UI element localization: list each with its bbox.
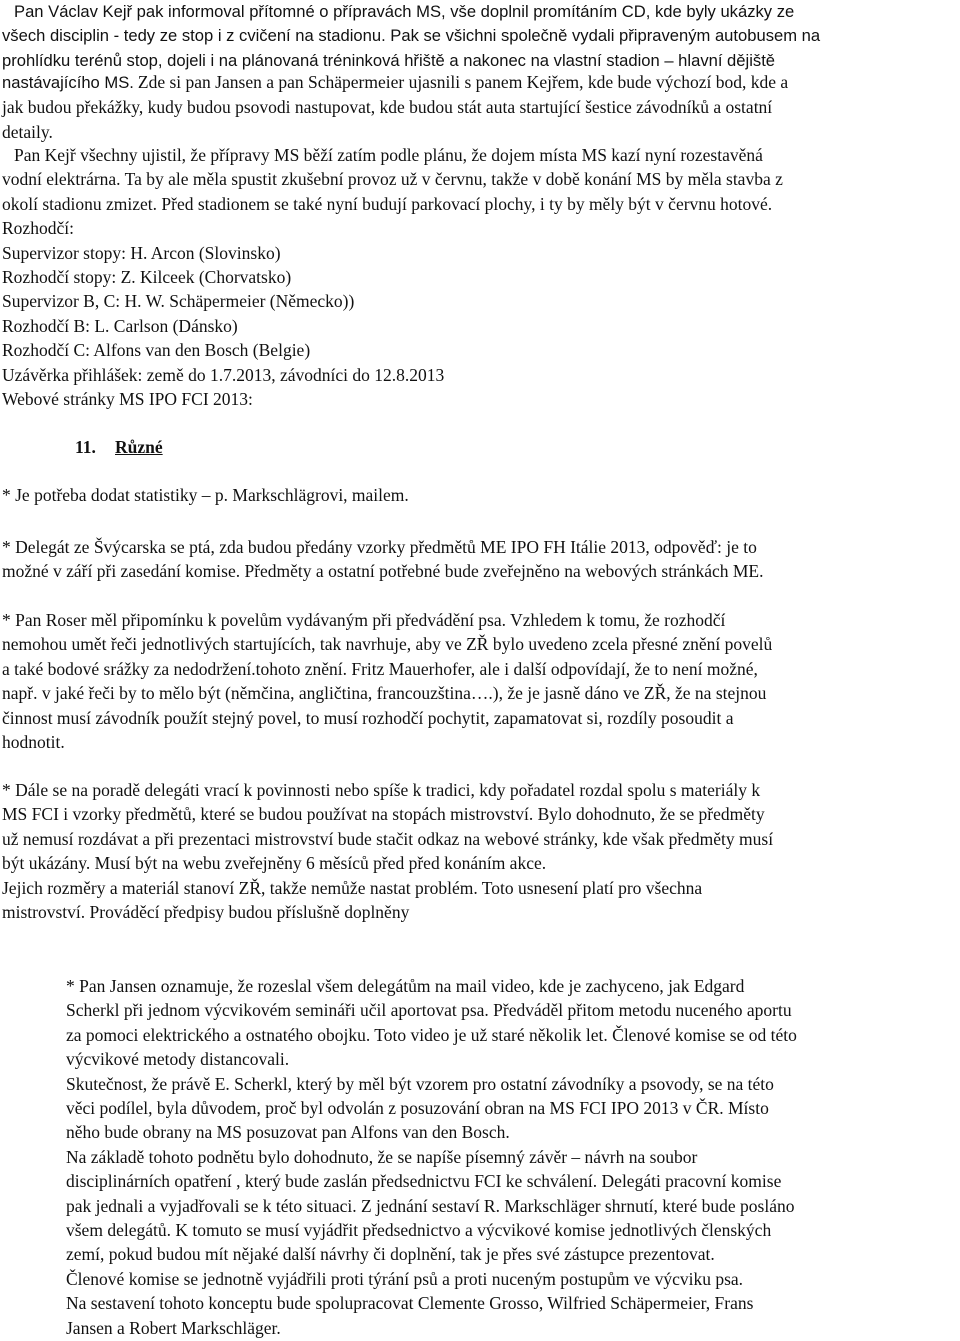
text-line: Supervizor stopy: H. Arcon (Slovinsko): [2, 242, 281, 263]
text-line: Rozhodčí B: L. Carlson (Dánsko): [2, 315, 238, 336]
text-line: Členové komise se jednotně vyjádřili proti týrání psů a proti nuceným postupům ve výcviku psa.: [66, 1268, 744, 1289]
text-line: Skutečnost, že právě E. Scherkl, který by měl být vzorem pro ostatní závodníky a psovody, se na této: [66, 1073, 774, 1094]
text-line: Scherkl při jednom výcvikovém semináři učil aportovat psa. Předváděl přitom metodu nuceného aportu: [66, 1000, 792, 1021]
text-line: činnost musí závodník použít stejný povel, to musí rozhodčí pochytit, zapamatovat si, rozdíly posoudit a: [2, 707, 734, 728]
text-line: okolí stadionu zmizet. Před stadionem se také nyní budují parkovací plochy, i ty by měly být v červnu hotové.: [2, 193, 773, 214]
text-line: věci podílel, byla důvodem, proč byl odvolán z posuzování obran na MS FCI IPO 2013 v ČR. Místo: [66, 1098, 769, 1119]
list-item: [2, 483, 409, 507]
section-heading: [75, 437, 163, 458]
text-line: všem delegátů. K tomuto se musí vyjádřit předsednictvo a výcvikové komise jednotlivých členských: [66, 1220, 772, 1241]
text-line: * Pan Jansen oznamuje, že rozeslal všem delegátům na mail video, kde je zachyceno, jak Edgard: [66, 976, 745, 996]
text-line: výcvikové metody distancovali.: [66, 1049, 290, 1070]
list-item: [66, 974, 956, 1340]
text-line: Rozhodčí C: Alfons van den Bosch (Belgie): [2, 340, 311, 361]
stadium-paragraph: [2, 70, 957, 144]
text-fragment: Zde si pan Jansen a pan Schäpermeier ujasnili s panem Kejřem, kde bude výchozí bod, kde a: [137, 72, 789, 92]
section-title: Různé: [115, 437, 163, 457]
text-line: * Delegát ze Švýcarska se ptá, zda budou předány vzorky předmětů ME IPO FH Itálie 2013, odpověď: je to: [2, 537, 757, 557]
text-line: disciplinárních opatření , který bude zaslán předsednictvu FCI ke schválení. Delegáti pracovní komise: [66, 1171, 782, 1192]
text-line: být ukázány. Musí být na webu zveřejněny 6 měsíců před před konáním akce.: [2, 853, 547, 874]
text-line: nemohou umět řeči jednotlivých startujících, tak navrhuje, aby ve ZŘ bylo uvedeno zcela přesné znění povelů: [2, 634, 773, 655]
text-line: * Je potřeba dodat statistiky – p. Markschlägrovi, mailem.: [2, 485, 409, 505]
text-line: MS FCI i vzorky předmětů, které se budou používat na stopách mistrovství. Bylo dohodnuto, že se předměty: [2, 804, 765, 825]
text-line: Jansen a Robert Markschläger.: [66, 1317, 281, 1338]
text-line: jak budou překážky, kudy budou psovodi nastupovat, kde budou stát auta startující šestice závodníků a ostatní: [2, 97, 773, 118]
text-line: vodní elektrárna. Ta by ale měla spustit zkušební provoz už v červnu, takže v době konání MS by měla stavba z: [2, 169, 783, 190]
text-line: Supervizor B, C: H. W. Schäpermeier (Německo)): [2, 291, 355, 312]
text-line: možné v září při zasedání komise. Předměty a ostatní potřebné bude zveřejněno na webových stránkách ME.: [2, 561, 764, 582]
text-line: Na základě tohoto podnětu bylo dohodnuto, že se napíše písemný závěr – návrh na soubor: [66, 1146, 698, 1167]
text-line: Na sestavení tohoto konceptu bude spolupracovat Clemente Grosso, Wilfried Schäpermeier, Frans: [66, 1293, 754, 1314]
text-line: Rozhodčí:: [2, 218, 74, 239]
text-line: Jejich rozměry a materiál stanoví ZŘ, takže nemůže nastat problém. Toto usnesení platí pro všechna: [2, 877, 703, 898]
text-line: Uzávěrka přihlášek: země do 1.7.2013, závodníci do 12.8.2013: [2, 364, 445, 385]
text-fragment: nastávajícího MS.: [2, 73, 134, 92]
text-line: a také bodové srážky za nedodržení.tohoto znění. Fritz Mauerhofer, ale i další odpovídají, že to není možné,: [2, 658, 758, 679]
text-line: prohlídku terénů stop, dojeli i na plánovaná tréninková hřiště a nakonec na vlastní stadion – hlavní dějiště: [2, 50, 776, 70]
text-line: pak jednali a vyjadřovali se k této situaci. Z jednání sestaví R. Markschläger shrnutí, které bude posláno: [66, 1195, 795, 1216]
text-line: Pan Václav Kejř pak informoval přítomné o přípravách MS, vše doplnil promítáním CD, kde byly ukázky ze: [14, 2, 795, 21]
text-line: hodnotit.: [2, 732, 65, 753]
list-item: [2, 778, 957, 924]
text-line: už nemusí rozdávat a při prezentaci mistrovství bude stačit odkaz na webové stránky, kde však předměty musí: [2, 828, 774, 849]
text-line: za pomoci elektrického a ostnatého obojku. Toto video je už staré několik let. Členové komise se od této: [66, 1024, 797, 1045]
preparations-paragraph: [2, 143, 957, 411]
text-line: zemí, pokud budou mít nějaké další návrhy či doplnění, tak je přes své zástupce prezentovat.: [66, 1244, 715, 1265]
text-line: * Dále se na poradě delegáti vrací k povinnosti nebo spíše k tradici, kdy pořadatel rozdal spolu s materiály k: [2, 780, 761, 800]
list-item: [2, 535, 957, 584]
text-line: něho bude obrany na MS posuzovat pan Alfons van den Bosch.: [66, 1122, 510, 1143]
section-number: 11.: [75, 437, 96, 457]
list-item: [2, 608, 957, 754]
text-line: detaily.: [2, 121, 53, 142]
text-line: Webové stránky MS IPO FCI 2013:: [2, 389, 253, 410]
text-line: Rozhodčí stopy: Z. Kilceek (Chorvatsko): [2, 267, 292, 288]
text-line: * Pan Roser měl připomínku k povelům vydávaným při předvádění psa. Vzhledem k tomu, že rozhodčí: [2, 610, 726, 630]
text-line: mistrovství. Prováděcí předpisy budou příslušně doplněny: [2, 902, 410, 923]
text-line: např. v jaké řeči by to mělo být (němčina, angličtina, francouzština….), že je jasně dáno ve ZŘ, že na stejnou: [2, 683, 767, 704]
text-line: všech disciplin - tedy ze stop i z cvičení na stadionu. Pak se všichni společně vydali připraveným autobusem na: [2, 26, 821, 46]
intro-paragraph: [2, 0, 957, 73]
text-line: Pan Kejř všechny ujistil, že přípravy MS běží zatím podle plánu, že dojem místa MS kazí nyní rozestavěná: [14, 145, 763, 165]
